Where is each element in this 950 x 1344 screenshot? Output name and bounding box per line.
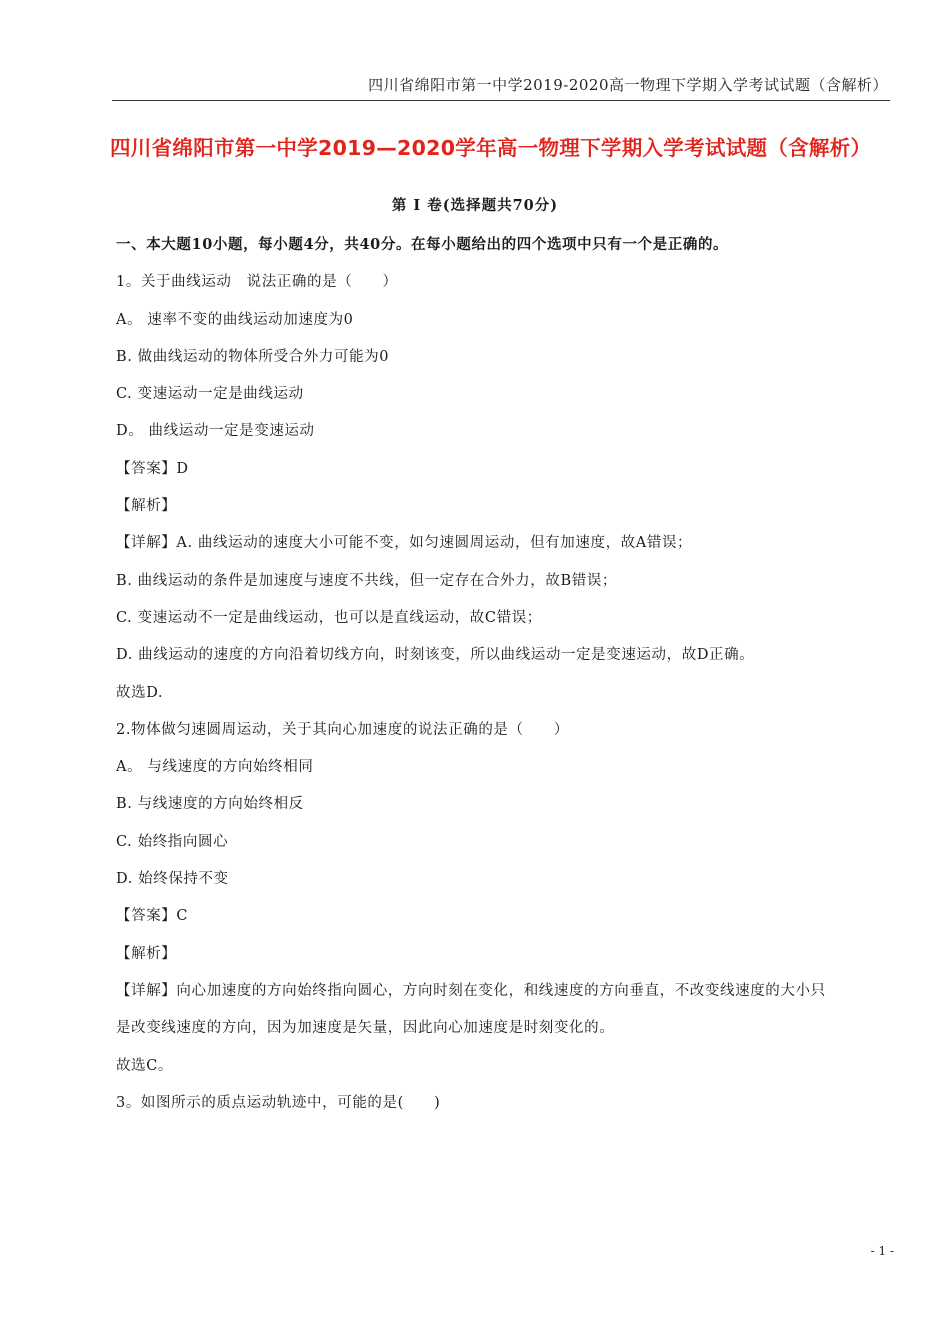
question-2-option-c: C. 始终指向圆心 [116, 833, 229, 850]
question-1-answer: 【答案】D [116, 460, 189, 477]
question-3-stem: 3。如图所示的质点运动轨迹中，可能的是( ) [116, 1094, 441, 1111]
instructions: 一、本大题10小题，每小题4分，共40分。在每小题给出的四个选项中只有一个是正确的。 [116, 236, 729, 253]
question-2-detail-2: 是改变线速度的方向，因为加速度是矢量，因此向心加速度是时刻变化的。 [116, 1020, 615, 1037]
question-1-stem: 1。关于曲线运动 说法正确的是（ ） [116, 274, 398, 291]
question-2-option-a: A。 与线速度的方向始终相同 [116, 759, 314, 776]
question-1-option-d: D。 曲线运动一定是变速运动 [116, 423, 315, 440]
document-title: 四川省绵阳市第一中学2019—2020学年高一物理下学期入学考试试题（含解析） [110, 136, 872, 160]
question-2-conclusion: 故选C。 [116, 1057, 173, 1074]
question-2-option-d: D. 始终保持不变 [116, 871, 229, 888]
question-2-analysis-label: 【解析】 [116, 945, 177, 962]
question-2-answer: 【答案】C [116, 908, 189, 925]
question-1-detail-2: B. 曲线运动的条件是加速度与速度不共线，但一定存在合外力，故B错误； [116, 572, 618, 589]
running-header: 四川省绵阳市第一中学2019-2020高一物理下学期入学考试试题（含解析） [368, 76, 888, 94]
question-1-detail-1: 【详解】A. 曲线运动的速度大小可能不变，如匀速圆周运动，但有加速度，故A错误； [116, 535, 693, 552]
question-1-option-c: C. 变速运动一定是曲线运动 [116, 386, 304, 403]
document-body [116, 234, 896, 1129]
question-2-detail-1: 【详解】向心加速度的方向始终指向圆心，方向时刻在变化，和线速度的方向垂直，不改变线速度的大小只 [116, 982, 826, 999]
page-number: - 1 - [870, 1244, 894, 1258]
question-1-analysis-label: 【解析】 [116, 498, 177, 515]
question-1-option-a: A。 速率不变的曲线运动加速度为0 [116, 311, 354, 328]
section-heading: 第 I 卷(选择题共70分) [391, 197, 559, 214]
question-1-detail-4: D. 曲线运动的速度的方向沿着切线方向，时刻该变，所以曲线运动一定是变速运动，故D正确。 [116, 647, 755, 664]
question-2-stem: 2.物体做匀速圆周运动，关于其向心加速度的说法正确的是（ ） [116, 721, 569, 738]
question-1-detail-3: C. 变速运动不一定是曲线运动，也可以是直线运动，故C错误； [116, 609, 542, 626]
header-divider [112, 100, 890, 101]
question-1-conclusion: 故选D. [116, 684, 164, 701]
question-1-option-b: B. 做曲线运动的物体所受合外力可能为0 [116, 348, 390, 365]
question-2-option-b: B. 与线速度的方向始终相反 [116, 796, 304, 813]
